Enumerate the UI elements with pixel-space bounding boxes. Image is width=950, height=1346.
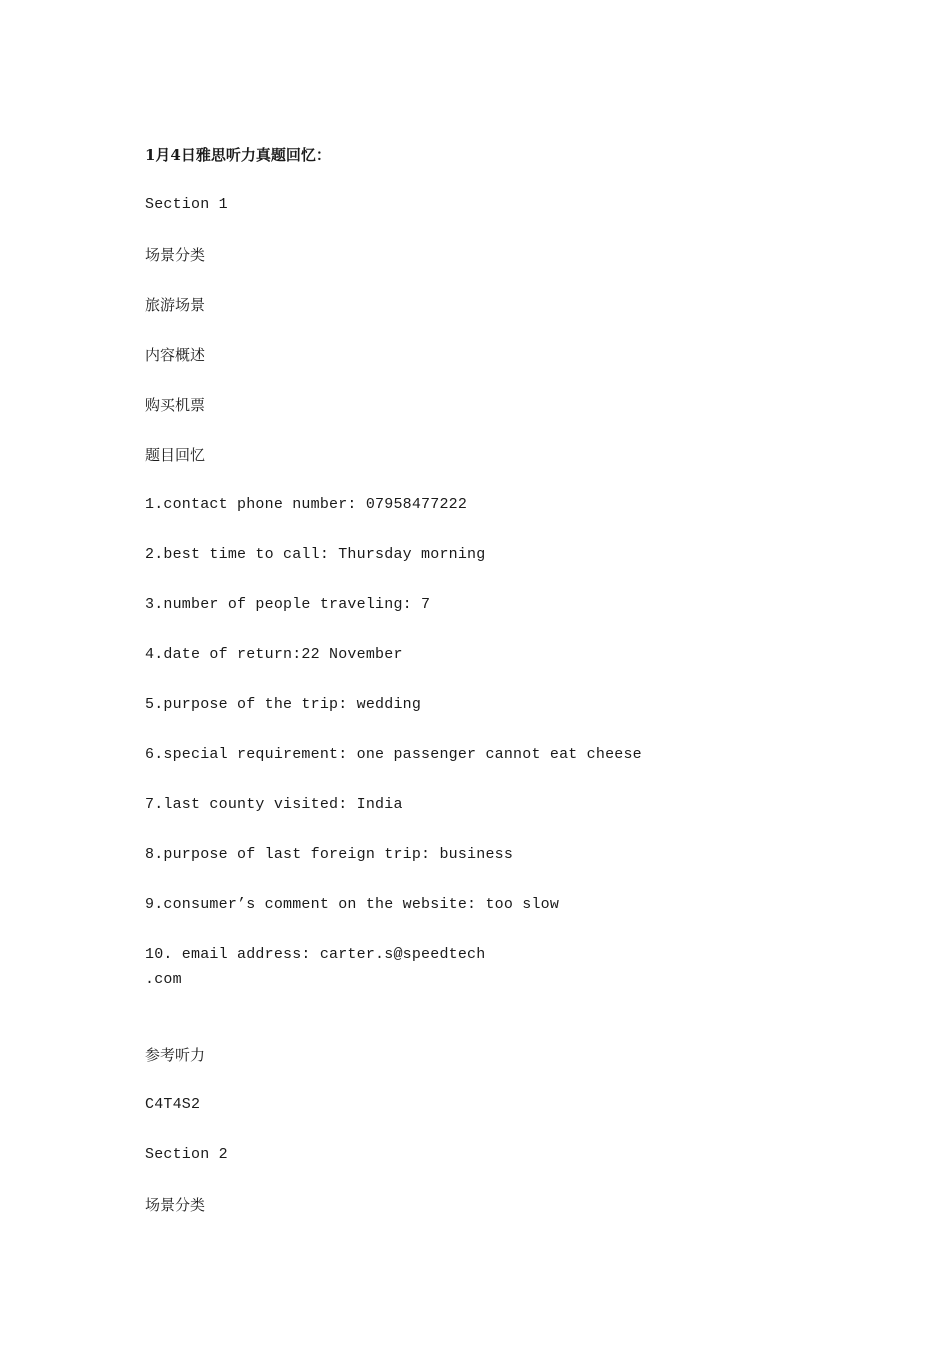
question-item: 4.date of return:22 November	[145, 646, 403, 663]
question-item: 9.consumer’s comment on the website: too slow	[145, 896, 560, 913]
question-item: 2.best time to call: Thursday morning	[145, 546, 486, 563]
scene-category-label: 场景分类	[145, 246, 206, 264]
scene-category-value: 旅游场景	[145, 296, 206, 314]
document-title: 1月4日雅思听力真题回忆：	[145, 146, 331, 164]
question-item: 3.number of people traveling: 7	[145, 596, 431, 613]
content-summary-value: 购买机票	[145, 396, 206, 414]
question-item: 7.last county visited: India	[145, 796, 403, 813]
question-item: 5.purpose of the trip: wedding	[145, 696, 422, 713]
section-1-heading: Section 1	[145, 196, 228, 213]
section-2-heading: Section 2	[145, 1146, 228, 1163]
question-recall-label: 题目回忆	[145, 446, 206, 464]
question-item: 8.purpose of last foreign trip: business	[145, 846, 514, 863]
section-2-scene-category-label: 场景分类	[145, 1196, 206, 1214]
question-item: 6.special requirement: one passenger cannot eat cheese	[145, 746, 642, 763]
question-item: 10. email address: carter.s@speedtech	[145, 946, 486, 963]
reference-listening-label: 参考听力	[145, 1046, 206, 1064]
question-item-continuation: .com	[145, 971, 182, 988]
content-summary-label: 内容概述	[145, 346, 206, 364]
reference-listening-value: C4T4S2	[145, 1096, 201, 1113]
question-item: 1.contact phone number: 07958477222	[145, 496, 468, 513]
